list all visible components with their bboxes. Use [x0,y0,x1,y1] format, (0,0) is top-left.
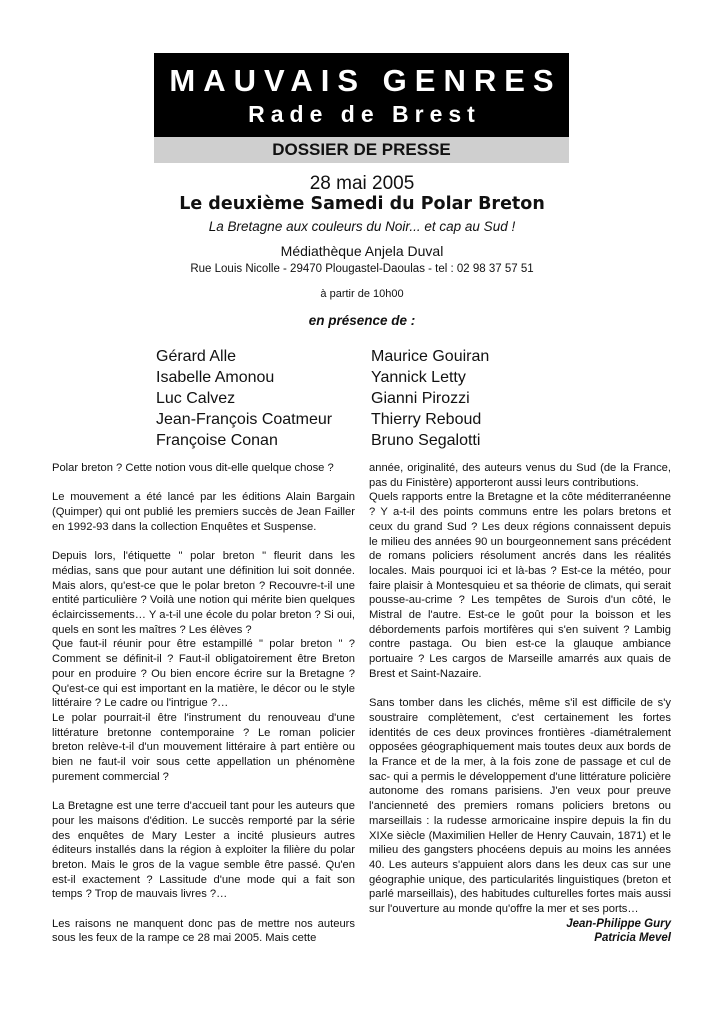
event-title: Le deuxième Samedi du Polar Breton [179,194,545,214]
author-name: Thierry Reboud [371,411,482,428]
author-name: Luc Calvez [156,390,236,407]
presence-heading: en présence de : [308,313,416,328]
body-column-left [52,461,355,946]
event-time: à partir de 10h00 [320,288,404,300]
author-name: Yannick Letty [371,369,466,386]
body-paragraph: La Bretagne est une terre d'accueil tant pour les auteurs que pour les maisons d'édition. Le succès remporté par la série des enquêtes de Mary Lester a incité plusieurs autres éditeurs installés dans la région à exploiter la filière du polar breton. Mais le gros de la vague semble être passé. Qu'en est-il exactement ? Lassitude d'une mode qui a fait son temps ? Trop de mauvais livres ?… [52,800,355,901]
page-subtitle: Rade de Brest [248,101,481,127]
body-paragraph: Le polar pourrait-il être l'instrument du renouveau d'une littérature bretonne contemporaine ? Le roman policier breton relève-t-il d'un mouvement littéraire à part entière ou bien ne faut-il voir sous cette appellation un phénomène purement commercial ? [52,711,355,783]
body-paragraph: Les raisons ne manquent donc pas de mettre nos auteurs sous les feux de la rampe ce 28 mai 2005. Mais cette [52,917,355,945]
body-paragraph: Sans tomber dans les clichés, même s'il est difficile de s'y soustraire complètement, c'est certainement les fortes identités de ces deux provinces frontières -diamétralement opposées géographiquement mais toutes deux aux bords de la France et de la mer, à la fois zone de passage et cul de sac- qui a permis le développement d'une littérature policière autonome des romans parisiens. J'en veux pour preuve l'ancienneté des premiers romans policiers bretons ou marseillais : la rudesse armoricaine inspire depuis la fin du XIXe siècle (Maximilien Heller de Henry Cauvain, 1871) et le milieu des gangsters phocéens depuis au moins les années 40. Les auteurs s'appuient alors dans les deux cas sur une géographie unique, des particularités linguistiques (breton et parlé marseillais), des habitudes culturelles fortes mais aussi sur l'ouverture au monde qu'offre la mer et ses ports… [369,697,671,916]
author-name: Gérard Alle [156,348,237,365]
author-name: Jean-François Coatmeur [156,411,333,428]
author-list-right [371,346,489,451]
body-paragraph: Polar breton ? Cette notion vous dit-elle quelque chose ? [52,462,334,474]
page-title: MAUVAIS GENRES [169,63,562,98]
author-name: Isabelle Amonou [156,369,275,386]
event-date: 28 mai 2005 [309,173,415,194]
event-address: Rue Louis Nicolle - 29470 Plougastel-Daoulas - tel : 02 98 37 57 51 [190,263,534,275]
body-paragraph: Que faut-il réunir pour être estampillé " polar breton " ? Comment se définit-il ? Faut-il obligatoirement être Breton pour en produire ? Ou bien encore écrire sur la Bretagne ? Qu'est-ce qui est important en la matière, le décor ou le style littéraire ? Le cadre ou l'intrigue ?… [52,638,355,710]
event-venue: Médiathèque Anjela Duval [280,243,444,259]
author-signature: Jean-Philippe Gury [566,917,671,930]
author-name: Gianni Pirozzi [371,390,470,407]
author-list-left [156,346,332,451]
body-paragraph: Quels rapports entre la Bretagne et la côte méditerranéenne ? Y a-t-il des points communs entre les polars bretons et ceux du grand Sud ? Les deux régions connaissent depuis le milieu des années 90 un bourgeonnement sans précédent de romans policiers résolument ancrés dans les réalités locales. Mais pourquoi ici et là-bas ? Est-ce la météo, pour faire plaisir à Montesquieu et sa théorie de climats, qui serait pousse-au-crime ? Les tempêtes de Surois d'un côté, le Mistral de l'autre. Est-ce le goût pour la boisson et les débordements parfois mortifères qui s'en suivent ? Lambig contre pastaga. Ou bien est-ce la glauque ambiance portuaire ? Les cargos de Marseille amarrés aux quais de Brest et Saint-Nazaire. [369,491,671,680]
body-paragraph: année, originalité, des auteurs venus du Sud (de la France, pas du Finistère) apporteront aussi leurs contributions. [369,462,671,489]
author-name: Françoise Conan [156,432,278,449]
body-paragraph: Depuis lors, l'étiquette " polar breton " fleurit dans les médias, sans que pour autant une définition lui soit donnée. Mais alors, qu'est-ce que le polar breton ? Recouvre-t-il une entité particulière ? Voilà une notion qui mérite bien quelques éclaircissements… Y a-t-il une école du polar breton ? Si oui, quels en sont les maîtres ? Les élèves ? [52,550,355,636]
body-paragraph: Le mouvement a été lancé par les éditions Alain Bargain (Quimper) qui ont publié les premiers succès de Jean Failler en 1992-93 dans la collection Enquêtes et Suspense. [52,491,355,533]
body-column-right [369,461,671,946]
title-banner [154,53,569,137]
event-tagline: La Bretagne aux couleurs du Noir... et cap au Sud ! [208,219,516,234]
section-heading: DOSSIER DE PRESSE [154,137,569,163]
author-signature: Patricia Mevel [594,932,671,945]
author-name: Maurice Gouiran [371,348,490,365]
author-name: Bruno Segalotti [371,432,481,449]
